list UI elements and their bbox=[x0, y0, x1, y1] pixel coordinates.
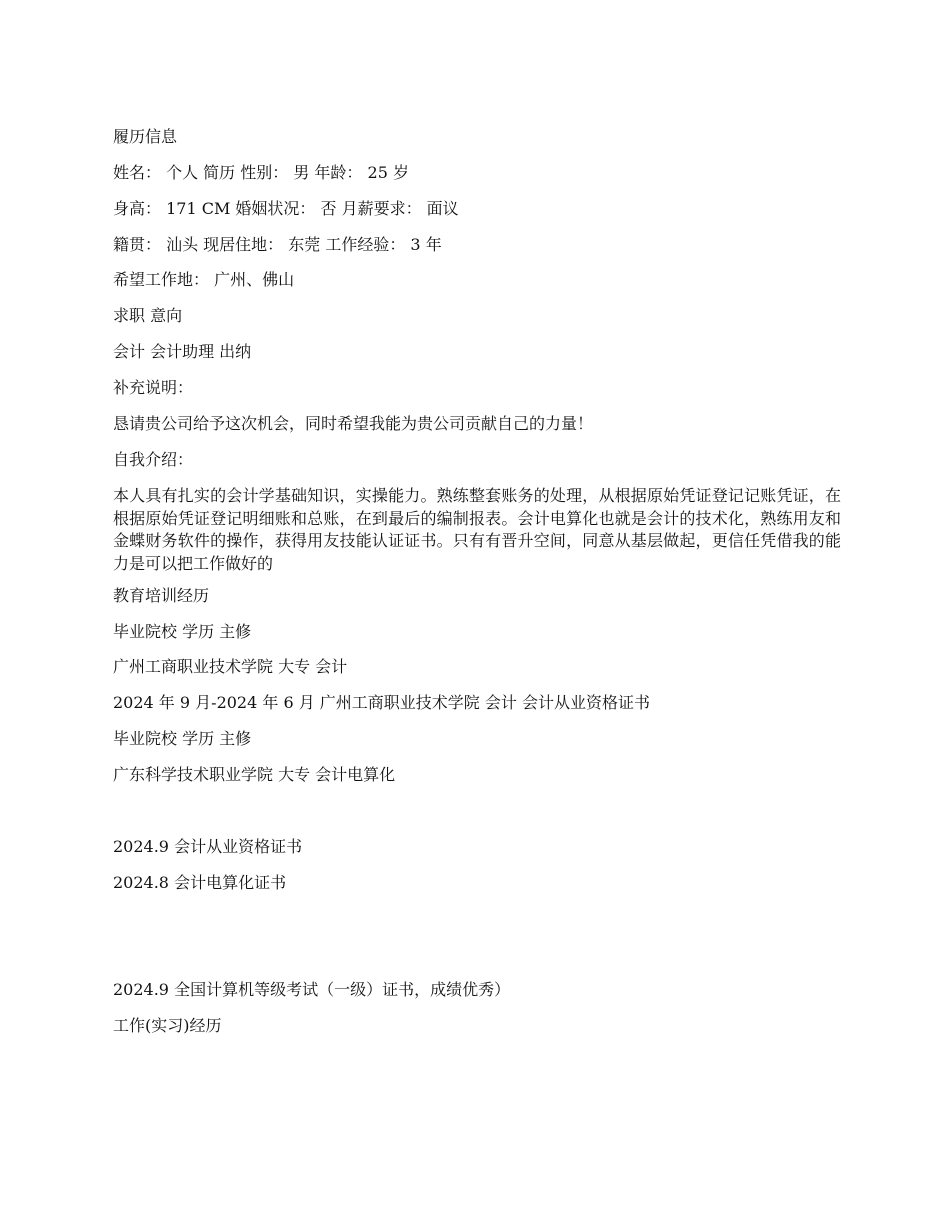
supplement-label: 补充说明： bbox=[113, 378, 194, 397]
section-title-resume-info: 履历信息 bbox=[113, 127, 178, 146]
certificate-item: 2024.9 会计从业资格证书 bbox=[113, 837, 303, 856]
section-title-education: 教育培训经历 bbox=[113, 586, 210, 605]
supplement-text: 恳请贵公司给予这次机会，同时希望我能为贵公司贡献自己的力量！ bbox=[113, 414, 594, 433]
section-title-job-intent: 求职 意向 bbox=[113, 306, 183, 325]
job-intent-positions: 会计 会计助理 出纳 bbox=[113, 342, 252, 361]
education-header: 毕业院校 学历 主修 bbox=[113, 729, 252, 748]
basic-info-line-height: 身高： 171 CM 婚姻状况： 否 月薪要求： 面议 bbox=[113, 199, 459, 218]
self-intro-text: 本人具有扎实的会计学基础知识，实操能力。熟练整套账务的处理，从根据原始凭证登记记账凭证，在根据原始凭证登记明细账和总账，在到最后的编制报表。会计电算化也就是会计的技术化，熟练用友和金蝶财务软件的操作，获得用友技能认证证书。只有有晋升空间，同意从基层做起，更信任凭借我的能力是可以把工作做好的 bbox=[113, 486, 841, 573]
self-intro-label: 自我介绍： bbox=[113, 450, 194, 469]
certificate-item: 2024.8 会计电算化证书 bbox=[113, 873, 287, 892]
education-row: 广州工商职业技术学院 大专 会计 bbox=[113, 657, 348, 676]
education-period: 2024 年 9 月-2024 年 6 月 广州工商职业技术学院 会计 会计从业资格证书 bbox=[113, 693, 650, 712]
certificate-item: 2024.9 全国计算机等级考试（一级）证书，成绩优秀） bbox=[113, 980, 511, 999]
basic-info-line-location: 希望工作地： 广州、佛山 bbox=[113, 270, 295, 289]
basic-info-line-name: 姓名： 个人 简历 性别： 男 年龄： 25 岁 bbox=[113, 163, 409, 182]
basic-info-line-origin: 籍贯： 汕头 现居住地： 东莞 工作经验： 3 年 bbox=[113, 235, 442, 254]
education-row: 广东科学技术职业学院 大专 会计电算化 bbox=[113, 765, 396, 784]
education-header: 毕业院校 学历 主修 bbox=[113, 622, 252, 641]
section-title-work-experience: 工作(实习)经历 bbox=[113, 1016, 222, 1035]
